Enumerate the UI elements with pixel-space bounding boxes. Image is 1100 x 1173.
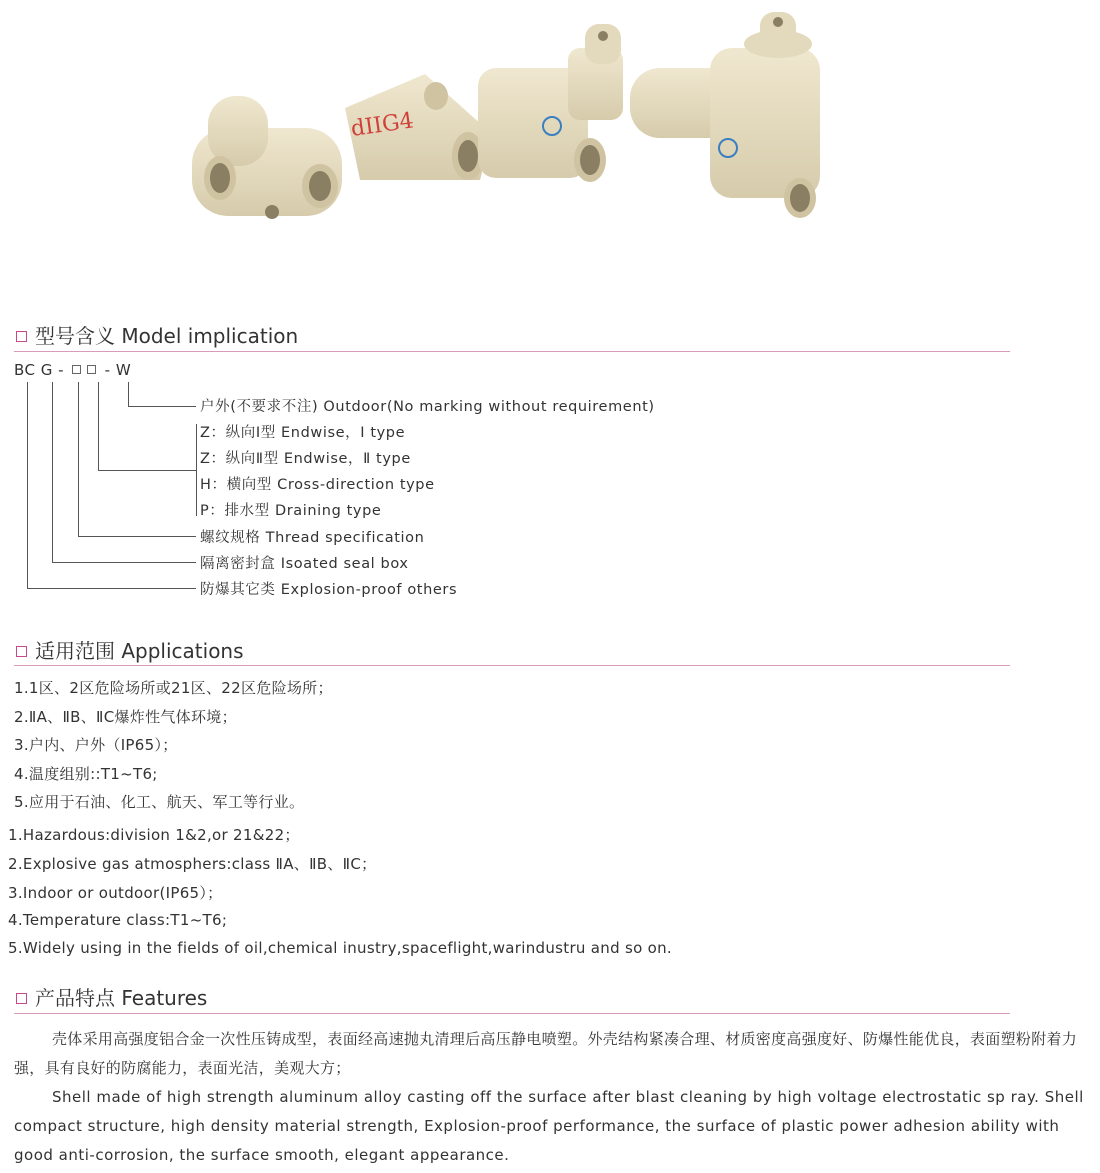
section-divider <box>14 665 1010 666</box>
product-photo <box>180 8 840 248</box>
legend-thread-spec: 螺纹规格 Thread specification <box>200 530 425 546</box>
section-title-applications <box>16 635 244 664</box>
list-item: 3.户内、户外（IP65）； <box>14 736 178 754</box>
list-item: 1.1区、2区危险场所或21区、22区危险场所； <box>14 679 333 697</box>
legend-draining: P：排水型 Draining type <box>200 503 382 519</box>
section-divider <box>14 1013 1010 1014</box>
section-title-features <box>16 982 207 1011</box>
list-item: 4.Temperature class:T1~T6; <box>8 911 228 929</box>
list-item: 2.ⅡA、ⅡB、ⅡC爆炸性气体环境； <box>14 708 237 726</box>
model-code <box>14 361 131 379</box>
features-paragraph-en: Shell made of high strength aluminum alloy casting off the surface after blast cleaning by high voltage electrostatic sp ray. Shell compact structure, high density material strength, Explosion-proof performance, the surface of plastic power adhesion ability with good anti-corrosion, the surface smooth, elegant appearance. <box>14 1088 1084 1164</box>
seal-box-draining <box>345 74 492 180</box>
legend-endwise-1: Z：纵向Ⅰ型 Endwise，Ⅰ type <box>200 425 406 441</box>
model-code-prefix: BC G - <box>14 361 65 379</box>
seal-box-endwise-2 <box>630 12 820 218</box>
seal-box-horizontal <box>192 96 342 219</box>
model-code-slot-icon <box>72 365 81 374</box>
model-code-slot-icon <box>87 365 96 374</box>
section-title-features-text: 产品特点 Features <box>35 986 208 1010</box>
list-item: 2.Explosive gas atmosphers:class ⅡA、ⅡB、ⅡC； <box>8 855 377 873</box>
legend-explosion-proof: 防爆其它类 Explosion-proof others <box>200 582 458 598</box>
section-title-applications-text: 适用范围 Applications <box>35 639 244 663</box>
list-item: 1.Hazardous:division 1&2,or 21&22； <box>8 826 300 844</box>
section-divider <box>14 351 1010 352</box>
legend-outdoor: 户外(不要求不注) Outdoor(No marking without requirement) <box>200 399 655 415</box>
product-marking: dIIG4 <box>349 108 416 142</box>
model-code-sep: - <box>104 361 111 379</box>
legend-endwise-2: Z：纵向Ⅱ型 Endwise，Ⅱ type <box>200 451 411 467</box>
model-code-suffix: W <box>115 361 132 379</box>
list-item: 5.应用于石油、化工、航天、军工等行业。 <box>14 793 305 811</box>
section-title-model <box>16 320 298 349</box>
seal-box-endwise-1 <box>478 24 623 182</box>
legend-seal-box: 隔离密封盒 Isoated seal box <box>200 556 409 572</box>
legend-cross-direction: H：横向型 Cross-direction type <box>200 477 435 493</box>
list-item: 4.温度组别::T1~T6; <box>14 765 158 783</box>
list-item: 3.Indoor or outdoor(IP65）； <box>8 884 223 902</box>
list-item: 5.Widely using in the fields of oil,chemical inustry,spaceflight,warindustru and so on. <box>8 939 673 957</box>
bullet-square-icon <box>16 993 27 1004</box>
features-paragraph-cn: 壳体采用高强度铝合金一次性压铸成型，表面经高速抛丸清理后高压静电喷塑。外壳结构紧凑合理、材质密度高强度好、防爆性能优良，表面塑粉附着力强，具有良好的防腐能力，表面光洁，美观大方； <box>14 1030 1078 1077</box>
bullet-square-icon <box>16 646 27 657</box>
section-title-model-text: 型号含义 Model implication <box>35 324 299 348</box>
bullet-square-icon <box>16 331 27 342</box>
